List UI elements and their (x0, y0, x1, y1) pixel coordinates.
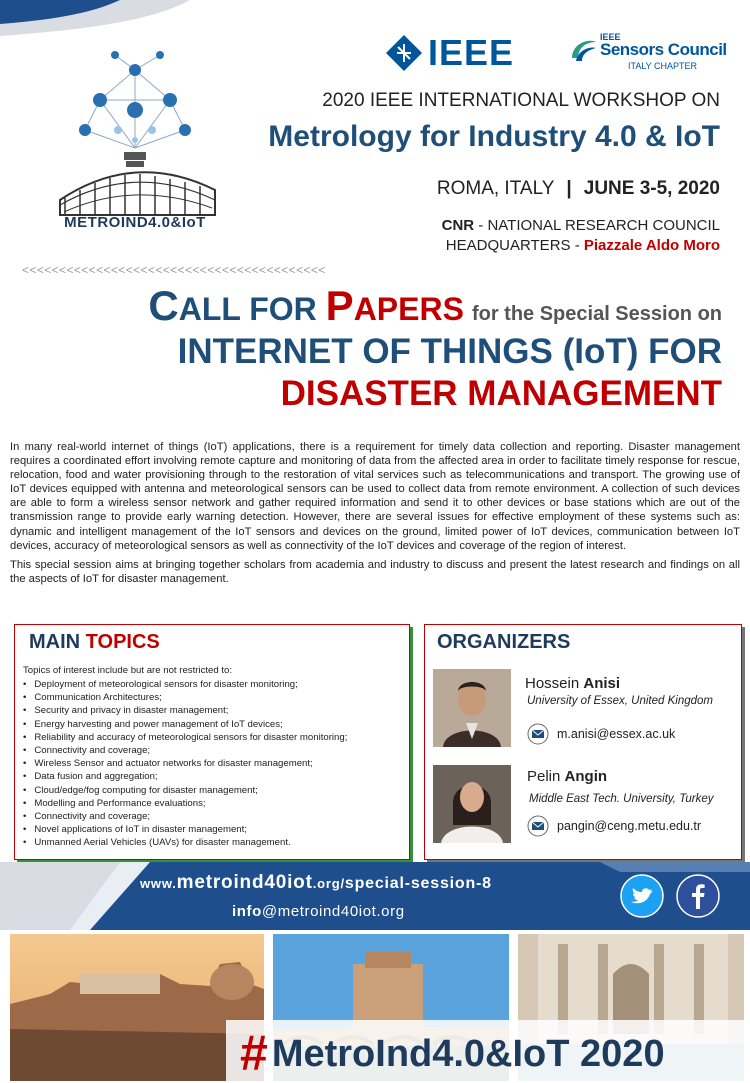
session-title-line1: INTERNET OF THINGS (IoT) FOR (177, 332, 722, 371)
hq-place: Piazzale Aldo Moro (583, 237, 720, 254)
list-item: • Unmanned Aerial Vehicles (UAVs) for disaster management. (23, 836, 347, 849)
abstract-paragraph-2: This special session aims at bringing together scholars from academia and industry to discuss and present the latest research and findings on all the aspects of IoT for disaster management. (10, 558, 740, 585)
organizer-email-1[interactable] (527, 723, 675, 745)
organizer-photo-2 (433, 765, 511, 843)
list-item: • Cloud/edge/fog computing for disaster management; (23, 784, 347, 797)
ieee-logo-text: IEEE (428, 32, 515, 73)
venue-line (437, 178, 720, 200)
mail-icon (527, 815, 549, 837)
chevron-divider: <<<<<<<<<<<<<<<<<<<<<<<<<<<<<<<<<<<<<<<<< (22, 263, 326, 277)
twitter-icon[interactable] (620, 874, 664, 918)
list-item: • Connectivity and coverage; (23, 744, 347, 757)
cfp-c-rest: ALL FOR (178, 291, 326, 327)
session-title-line2: DISASTER MANAGEMENT (280, 374, 722, 413)
url-prefix: www. (140, 876, 177, 891)
list-item: • Novel applications of IoT in disaster management; (23, 823, 347, 836)
sensors-council-name: Sensors Council (600, 40, 727, 59)
sensors-council-logo (568, 32, 728, 72)
cnr-abbrev: CNR (441, 217, 475, 234)
ieee-logo (386, 32, 514, 74)
conference-title: Metrology for Industry 4.0 & IoT (268, 120, 720, 153)
metroind-logo-graphic (40, 40, 230, 240)
list-item: • Deployment of meteorological sensors for disaster monitoring; (23, 678, 347, 691)
hq-label: HEADQUARTERS - (445, 237, 584, 254)
corner-swoosh-decoration (0, 0, 190, 40)
organizer-affiliation-1: University of Essex, United Kingdom (527, 695, 713, 707)
venue-separator: | (566, 178, 572, 199)
abstract-paragraph-1: In many real-world internet of things (IoT) applications, there is a requirement for timely data collection and reporting. Disaster management requires a coordinated effort involving remote capture and monitoring of data from the affected area in order to facilitate timely response for rescue, relocation, food and water provisioning through to the restoration of vital services such as telecommunications and transport. The growing use of IoT devices equipped with antenna and meteorological sensors can be used to collect data from remote environment. A collection of such devices are able to form a wireless sensor network and gather required information and send it to other devices or base stations which are out of the transmission range to provide early warning detection. However, there are several issues for effective employment of these systems such as: dynamic and intelligent management of the IoT sensors and devices on the ground, limited power of IoT devices, communication between IoT devices, accuracy of meteorological sensors as well as connectivity of the IoT devices and coverage of the region of interest. (10, 441, 740, 552)
person-silhouette-icon (433, 669, 511, 747)
list-item: • Data fusion and aggregation; (23, 770, 347, 783)
list-item: • Reliability and accuracy of meteorological sensors for disaster monitoring; (23, 731, 347, 744)
main-topics-title (29, 631, 160, 654)
organizer-last-name: Angin (564, 768, 608, 785)
list-item: • Security and privacy in disaster management; (23, 704, 347, 717)
event-hashtag (240, 1024, 665, 1082)
organizers-title: ORGANIZERS (437, 631, 571, 653)
mail-icon (527, 723, 549, 745)
cfp-c-cap: C (148, 282, 179, 329)
hashtag-text: MetroInd4.0&IoT 2020 (271, 1033, 665, 1075)
organizer-first-name: Pelin (527, 768, 565, 785)
cfp-p-cap: P (325, 282, 354, 329)
cnr-address (442, 216, 720, 256)
organizers-box (424, 624, 742, 860)
organizer-first-name: Hossein (525, 675, 584, 692)
mail-user: info (232, 903, 262, 920)
organizer-last-name: Anisi (583, 675, 621, 692)
mail-domain: @metroind40iot.org (261, 903, 405, 920)
sensors-council-ieee: IEEE (600, 32, 621, 42)
topics-list (23, 678, 347, 850)
url-suffix: .org/ (312, 876, 345, 891)
organizer-photo-1 (433, 669, 511, 747)
session-abstract (10, 440, 740, 586)
organizer-email-2[interactable] (527, 815, 701, 837)
call-for-papers-heading (148, 282, 722, 414)
workshop-line: 2020 IEEE INTERNATIONAL WORKSHOP ON (322, 90, 720, 111)
session-website-link[interactable] (140, 872, 492, 894)
location: ROMA, ITALY (436, 178, 555, 199)
hashtag-symbol: # (240, 1025, 268, 1081)
cnr-full: - NATIONAL RESEARCH COUNCIL (474, 217, 720, 234)
organizer-email-text[interactable]: m.anisi@essex.ac.uk (557, 727, 676, 741)
list-item: • Energy harvesting and power management of IoT devices; (23, 718, 347, 731)
list-item: • Wireless Sensor and actuator networks for disaster management; (23, 757, 347, 770)
main-topics-title-main: MAIN (29, 631, 86, 653)
list-item: • Modelling and Performance evaluations; (23, 797, 347, 810)
topics-intro: Topics of interest include but are not restricted to: (23, 665, 233, 676)
conference-dates: JUNE 3-5, 2020 (583, 178, 720, 199)
ieee-diamond-icon (386, 35, 422, 71)
sensors-council-chapter: ITALY CHAPTER (628, 61, 698, 71)
list-item: • Communication Architectures; (23, 691, 347, 704)
sensors-council-icon (568, 34, 598, 64)
contact-email-link[interactable] (232, 903, 405, 920)
organizer-name-1 (525, 675, 620, 692)
facebook-icon[interactable] (676, 874, 720, 918)
main-topics-box (14, 624, 410, 860)
organizer-affiliation-2: Middle East Tech. University, Turkey (529, 793, 714, 805)
url-path: special-session-8 (344, 875, 492, 892)
list-item: • Connectivity and coverage; (23, 810, 347, 823)
url-domain: metroind40iot (176, 872, 313, 893)
organizer-email-text[interactable]: pangin@ceng.metu.edu.tr (557, 819, 702, 833)
metroind-logo-caption: METROIND4.0&IoT (64, 214, 206, 231)
person-silhouette-icon (433, 765, 511, 843)
organizer-name-2 (527, 768, 607, 785)
cfp-p-rest: APERS (353, 291, 464, 327)
cfp-for-session: for the Special Session on (471, 303, 722, 325)
main-topics-title-red: TOPICS (85, 631, 160, 653)
